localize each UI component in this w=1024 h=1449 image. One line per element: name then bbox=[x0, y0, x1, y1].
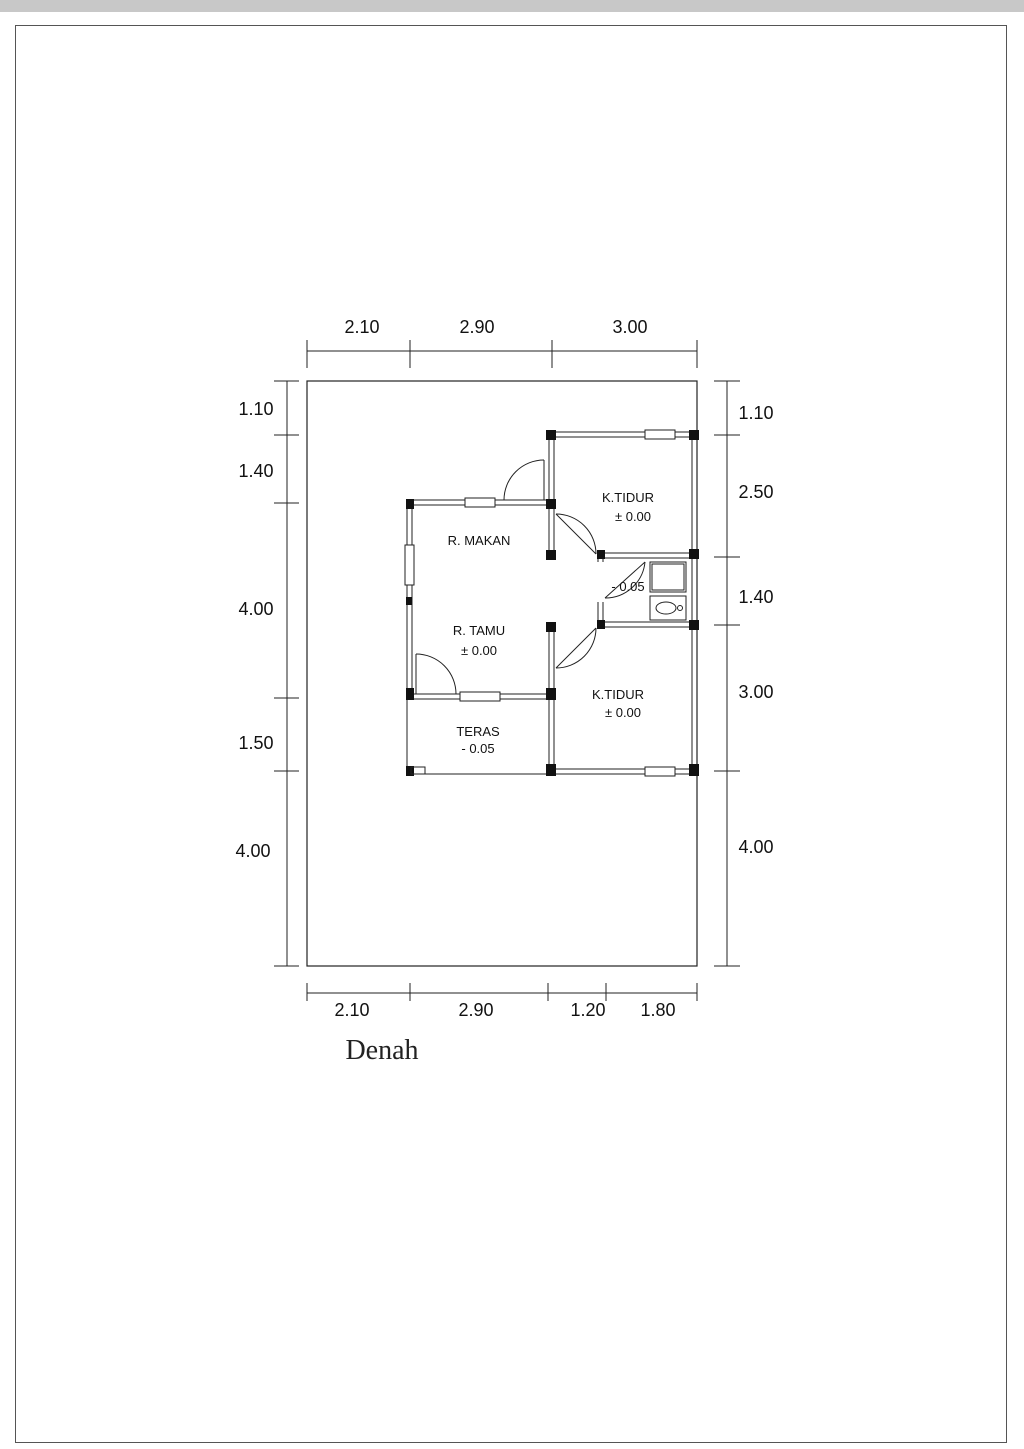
toilet-icon bbox=[650, 596, 686, 620]
room-label-makan: R. MAKAN bbox=[447, 533, 511, 548]
dim-bottom-3: 1.20 bbox=[570, 1000, 606, 1020]
room-label-tidur-1: K.TIDUR bbox=[602, 490, 654, 505]
dimension-bottom bbox=[307, 983, 697, 1001]
room-level-tidur-1: ± 0.00 bbox=[614, 509, 652, 524]
dimension-left bbox=[274, 381, 299, 966]
room-level-teras: - 0.05 bbox=[461, 741, 495, 756]
site-boundary bbox=[307, 381, 697, 966]
room-label-tidur-2: K.TIDUR bbox=[592, 687, 644, 702]
room-level-km: - 0.05 bbox=[611, 579, 645, 594]
drawing-caption: Denah bbox=[345, 1035, 419, 1066]
dim-left-1: 1.10 bbox=[238, 399, 274, 419]
room-label-teras: TERAS bbox=[456, 724, 500, 739]
dim-right-4: 3.00 bbox=[738, 682, 774, 702]
dim-left-2: 1.40 bbox=[238, 461, 274, 481]
dim-top-2: 2.90 bbox=[459, 317, 495, 337]
dim-left-4: 1.50 bbox=[238, 733, 274, 753]
dim-right-2: 2.50 bbox=[738, 482, 774, 502]
room-level-tamu: ± 0.00 bbox=[460, 643, 498, 658]
dim-bottom-2: 2.90 bbox=[458, 1000, 494, 1020]
building-walls bbox=[407, 432, 697, 774]
dimension-right bbox=[714, 381, 740, 966]
shower-tub-icon bbox=[650, 562, 686, 592]
windows bbox=[405, 430, 675, 776]
dim-left-3: 4.00 bbox=[238, 599, 274, 619]
bathroom-fixtures bbox=[650, 562, 686, 620]
room-level-tidur-2: ± 0.00 bbox=[604, 705, 642, 720]
dim-right-5: 4.00 bbox=[738, 837, 774, 857]
columns bbox=[406, 430, 699, 776]
dim-left-5: 4.00 bbox=[235, 841, 271, 861]
dim-right-3: 1.40 bbox=[738, 587, 774, 607]
room-label-tamu: R. TAMU bbox=[452, 623, 506, 638]
dim-top-1: 2.10 bbox=[344, 317, 380, 337]
dim-right-1: 1.10 bbox=[738, 403, 774, 423]
dim-bottom-1: 2.10 bbox=[334, 1000, 370, 1020]
dimension-top bbox=[307, 340, 697, 368]
dim-bottom-4: 1.80 bbox=[640, 1000, 676, 1020]
dim-top-3: 3.00 bbox=[612, 317, 648, 337]
